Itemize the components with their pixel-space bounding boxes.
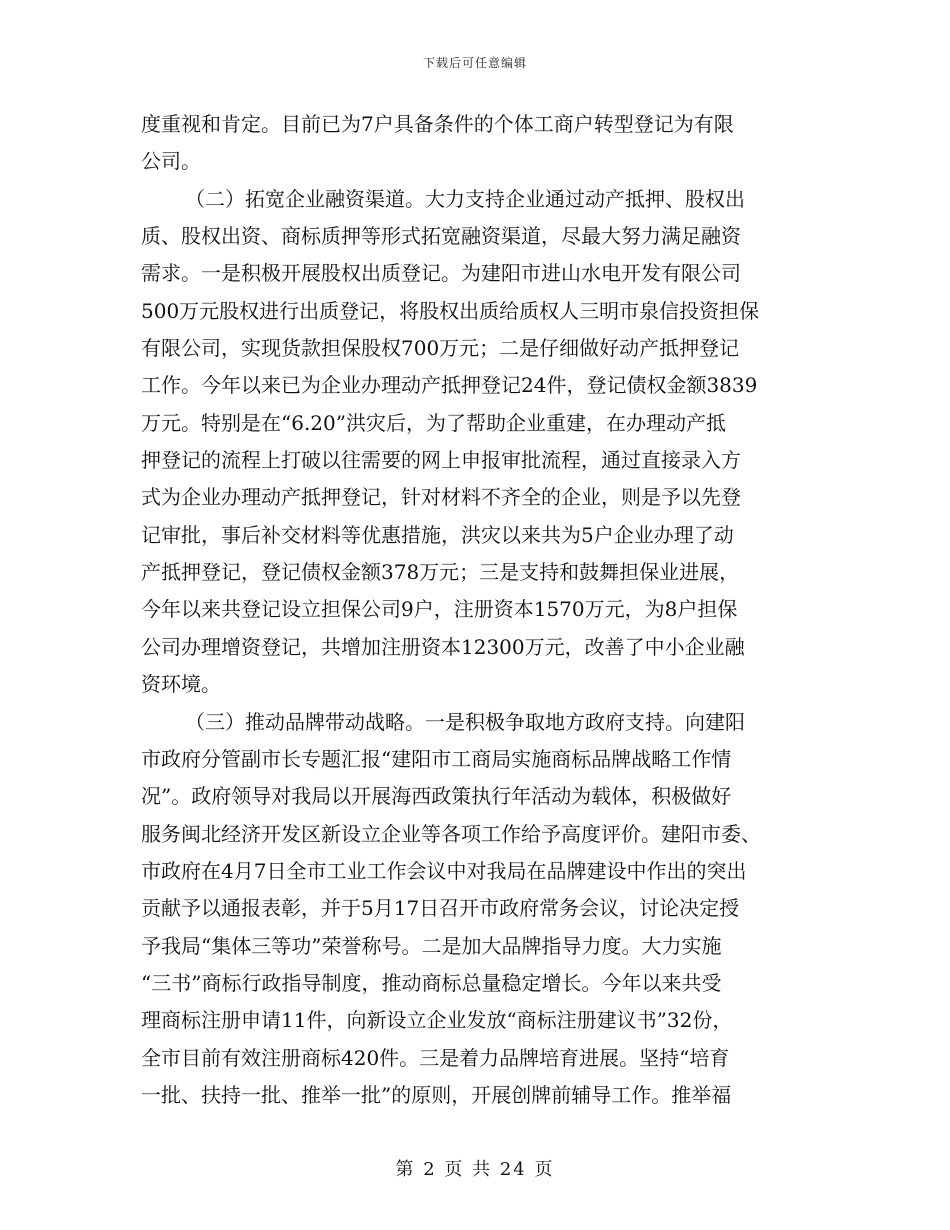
text-line: 万元。特别是在“6.20”洪灾后，为了帮助企业重建，在办理动产抵: [141, 410, 726, 435]
page-number-footer: 第 2 页 共 24 页: [395, 1159, 555, 1180]
document-body: [141, 106, 805, 1114]
text-line: 服务闽北经济开发区新设立企业等各项工作给予高度评价。建阳市委、: [141, 821, 761, 846]
text-line: 理商标注册申请11件，向新设立企业发放“商标注册建议书”32份，: [141, 1008, 733, 1033]
text-line: （二）拓宽企业融资渠道。大力支持企业通过动产抵押、股权出: [185, 186, 745, 211]
text-line: 公司办理增资登记，共增加注册资本12300万元，改善了中小企业融: [141, 634, 745, 659]
text-line: 况”。政府领导对我局以开展海西政策执行年活动为载体，积极做好: [141, 784, 732, 809]
text-line: “三书”商标行政指导制度，推动商标总量稳定增长。今年以来共受: [141, 970, 722, 995]
text-line: 式为企业办理动产抵押登记，针对材料不齐全的企业，则是予以先登: [141, 485, 741, 510]
page-header: 下载后可任意编辑: [422, 56, 527, 70]
text-line: 产抵押登记，登记债权金额378万元；三是支持和鼓舞担保业进展，: [141, 560, 740, 585]
text-line: 工作。今年以来已为企业办理动产抵押登记24件，登记债权金额3839: [141, 373, 758, 398]
text-line: 一批、扶持一批、推举一批”的原则，开展创牌前辅导工作。推举福: [141, 1082, 732, 1107]
text-line: 市政府分管副市长专题汇报“建阳市工商局实施商标品牌战略工作情: [141, 746, 732, 771]
text-line: 公司。: [141, 149, 201, 174]
text-line: 予我局“集体三等功”荣誉称号。二是加大品牌指导力度。大力实施: [141, 933, 722, 958]
text-line: （三）推动品牌带动战略。一是积极争取地方政府支持。向建阳: [185, 709, 745, 734]
text-line: 需求。一是积极开展股权出质登记。为建阳市进山水电开发有限公司: [141, 261, 741, 286]
text-line: 押登记的流程上打破以往需要的网上申报审批流程，通过直接录入方: [141, 448, 741, 473]
text-line: 有限公司，实现货款担保股权700万元；二是仔细做好动产抵押登记: [141, 336, 740, 361]
text-line: 度重视和肯定。目前已为7户具备条件的个体工商户转型登记为有限: [141, 112, 734, 136]
text-line: 今年以来共登记设立担保公司9户，注册资本1570万元，为8户担保: [141, 597, 738, 622]
text-line: 全市目前有效注册商标420件。三是着力品牌培育进展。坚持“培育: [141, 1045, 730, 1070]
text-line: 500万元股权进行出质登记，将股权出质给质权人三明市泉信投资担保: [141, 298, 760, 323]
text-line: 资环境。: [141, 672, 221, 697]
text-line: 市政府在4月7日全市工业工作会议中对我局在品牌建设中作出的突出: [141, 858, 747, 883]
text-line: 质、股权出资、商标质押等形式拓宽融资渠道，尽最大努力满足融资: [141, 224, 741, 249]
text-line: 记审批，事后补交材料等优惠措施，洪灾以来共为5户企业办理了动: [141, 522, 734, 547]
text-line: 贡献予以通报表彰，并于5月17日召开市政府常务会议，讨论决定授: [141, 896, 740, 921]
